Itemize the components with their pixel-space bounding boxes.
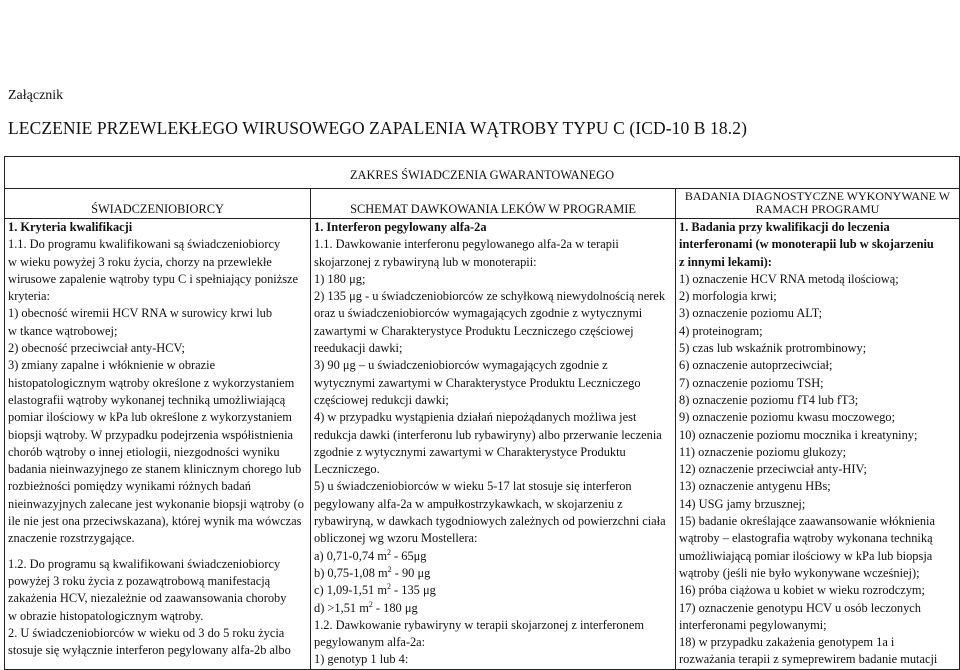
beneficiaries-cell xyxy=(5,219,311,670)
criteria-text-line: biopsji wątroby. W przypadku podejrzenia współistnienia xyxy=(8,427,294,442)
dosage-text-line: 1) genotyp 1 lub 4: xyxy=(314,652,409,667)
diagnostics-item: 14) USG jamy brzusznej; xyxy=(679,496,806,511)
dose-amount: - 90 μg xyxy=(391,565,431,580)
diagnostics-heading: 1. Badania przy kwalifikacji do leczenia xyxy=(679,220,890,234)
dose-range-exponent: 2 xyxy=(386,547,391,557)
dose-range: b) 0,75-1,08 m xyxy=(314,565,388,580)
criteria-text-line: 3) zmiany zapalne i włóknienie w obrazie xyxy=(8,358,216,373)
dosage-text-line: 5) u świadczeniobiorców w wieku 5-17 lat stosuje się interferon xyxy=(314,479,632,494)
criteria-text-line: ile nie jest ona przeciwskazana), której wynik ma wówczas xyxy=(8,514,302,529)
diagnostics-item: 16) próba ciążowa u kobiet w wieku rozrodczym; xyxy=(679,583,926,598)
column-header-diagnostics: BADANIA DIAGNOSTYCZNE WYKONYWANE W RAMACH PROGRAMU xyxy=(676,189,960,219)
diagnostics-item: interferonami pegylowanymi; xyxy=(679,617,827,632)
body-surface-dose-line xyxy=(314,600,672,617)
criteria-text-line: 1) obecność wiremii HCV RNA w surowicy krwi lub xyxy=(8,306,273,321)
criteria-text-line: nieinwazyjnych zalecane jest wykonanie biopsji wątroby (o xyxy=(8,496,304,511)
span-header: ZAKRES ŚWIADCZENIA GWARANTOWANEGO xyxy=(5,157,960,189)
dose-range-exponent: 2 xyxy=(368,599,373,609)
dose-range: c) 1,09-1,51 m xyxy=(314,583,387,598)
dosage-text-line: reedukacji dawki; xyxy=(314,341,403,356)
dosage-text-line: pegylowany alfa-2a w ampułkostrzykawkach, w skojarzeniu z xyxy=(314,496,623,511)
diagnostics-item: 8) oznaczenie poziomu fT4 lub fT3; xyxy=(679,392,859,407)
criteria-text-line: zakażenia HCV, niezależnie od zaawansowania choroby xyxy=(8,591,287,606)
criteria-text-line: w wieku powyżej 3 roku życia, chorzy na przewlekłe xyxy=(8,254,272,269)
dosage-heading: 1. Interferon pegylowany alfa-2a xyxy=(314,220,487,234)
diagnostics-item: rozważania terapii z symeprewirem badanie mutacji xyxy=(679,652,938,667)
program-table xyxy=(4,156,960,670)
column-header-beneficiaries: ŚWIADCZENIOBIORCY xyxy=(5,189,311,219)
criteria-text-line: 2) obecność przeciwciał anty-HCV; xyxy=(8,341,185,356)
dosage-text-line: rybawiryną, w dawkach tygodniowych zależnych od powierzchni ciała xyxy=(314,514,666,529)
criteria-text-line: elastografii wątroby wykonanej techniką umożliwiającą xyxy=(8,392,286,407)
criteria-text-line: powyżej 3 roku życia z pozawątrobową manifestacją xyxy=(8,573,271,588)
dosage-text-line: wytycznymi zawartymi w Charakterystyce Produktu Leczniczego xyxy=(314,375,641,390)
diagnostics-item: 4) proteinogram; xyxy=(679,323,763,338)
criteria-text-line: kryteria: xyxy=(8,289,50,304)
diagnostics-subheading: z innymi lekami): xyxy=(679,254,772,269)
column-header-dosage: SCHEMAT DAWKOWANIA LEKÓW W PROGRAMIE xyxy=(311,189,676,219)
body-surface-dose-line xyxy=(314,582,672,599)
diagnostics-subheading: interferonami (w monoterapii lub w skojarzeniu xyxy=(679,237,934,252)
dosage-text-line: 1.2. Dawkowanie rybawiryny w terapii skojarzonej z interferonem xyxy=(314,617,644,632)
dosage-text-line: zgodnie z wytycznymi zawartymi w Charakterystyce Produktu xyxy=(314,444,626,459)
dosage-text-line: Leczniczego. xyxy=(314,462,380,477)
criteria-text-line: badania nieinwazyjnego ze stanem klinicznym chorego lub xyxy=(8,462,302,477)
criteria-text-line: 1.1. Do programu kwalifikowani są świadczeniobiorcy xyxy=(8,237,281,252)
criteria-text-line: 2. U świadczeniobiorców w wieku od 3 do 5 roku życia xyxy=(8,625,285,640)
dosage-text-line: 3) 90 μg – u świadczeniobiorców wymagających zgodnie z xyxy=(314,358,608,373)
dosage-text-line: 2) 135 μg - u świadczeniobiorców ze schyłkową niewydolnością nerek xyxy=(314,289,666,304)
dosage-text-line: 1) 180 μg; xyxy=(314,271,366,286)
dose-range-exponent: 2 xyxy=(386,582,391,592)
criteria-heading: 1. Kryteria kwalifikacji xyxy=(8,220,133,234)
dose-range: d) >1,51 m xyxy=(314,600,369,615)
dosage-text-line: zawartymi w Charakterystyce Produktu Leczniczego częściowej xyxy=(314,323,634,338)
dosage-text-line: częściowej redukcji dawki; xyxy=(314,392,449,407)
diagnostics-item: 3) oznaczenie poziomu ALT; xyxy=(679,306,823,321)
dosage-cell xyxy=(311,219,676,670)
dose-amount: - 135 μg xyxy=(390,583,436,598)
criteria-text-line: znaczenie rozstrzygające. xyxy=(8,531,135,546)
diagnostics-item: 12) oznaczenie przeciwciał anty-HIV; xyxy=(679,462,867,477)
criteria-text-line: w tkance wątrobowej; xyxy=(8,323,118,338)
diagnostics-item: 15) badanie określające zaawansowanie włóknienia xyxy=(679,514,935,529)
diagnostics-cell xyxy=(676,219,960,670)
body-surface-dose-line xyxy=(314,565,672,582)
diagnostics-item: 18) w przypadku zakażenia genotypem 1a i xyxy=(679,635,895,650)
column-header-row xyxy=(5,189,960,219)
criteria-text-line: histopatologicznym wątroby określone z wykorzystaniem xyxy=(8,375,295,390)
paragraph-gap xyxy=(8,548,307,556)
dosage-text-line: skojarzonej z rybawiryną lub w monoterapii: xyxy=(314,254,537,269)
diagnostics-item: 5) czas lub wskaźnik protrombinowy; xyxy=(679,341,867,356)
criteria-text-line: stosuje się wyłącznie interferon pegylowany alfa-2b albo xyxy=(8,643,291,658)
diagnostics-item: 9) oznaczenie poziomu kwasu moczowego; xyxy=(679,410,896,425)
body-surface-dose-line xyxy=(314,548,672,565)
criteria-text-line: wirusowe zapalenie wątroby typu C i spełniający poniższe xyxy=(8,271,299,286)
diagnostics-item: 11) oznaczenie poziomu glukozy; xyxy=(679,444,847,459)
criteria-text-line: w obrazie histopatologicznym wątroby. xyxy=(8,608,204,623)
diagnostics-item: 6) oznaczenie autoprzeciwciał; xyxy=(679,358,833,373)
dose-amount: - 180 μg xyxy=(372,600,418,615)
diagnostics-item: 13) oznaczenie antygenu HBs; xyxy=(679,479,831,494)
diagnostics-item: wątroby – elastografia wątroby wykonana techniką xyxy=(679,531,933,546)
dose-amount: - 65μg xyxy=(390,548,427,563)
diagnostics-item: 2) morfologia krwi; xyxy=(679,289,777,304)
criteria-text-line: rozbieżności pomiędzy wynikami różnych badań xyxy=(8,479,251,494)
dosage-text-line: 1.1. Dawkowanie interferonu pegylowanego alfa-2a w terapii xyxy=(314,237,619,252)
diagnostics-item: wątroby (jeśli nie było wykonywane wcześniej); xyxy=(679,565,920,580)
dosage-text-line: redukcja dawki (interferonu lub rybawiryny) albo przerwanie leczenia xyxy=(314,427,662,442)
dose-range-exponent: 2 xyxy=(387,564,392,574)
criteria-text-line: pomiar ilościowy w kPa lub określone z wykorzystaniem xyxy=(8,410,292,425)
diagnostics-item: 10) oznaczenie poziomu mocznika i kreatyniny; xyxy=(679,427,918,442)
dosage-text-line: pegylowanym alfa-2a: xyxy=(314,635,426,650)
diagnostics-item: umożliwiającą pomiar ilościowy w kPa lub biopsja xyxy=(679,548,933,563)
diagnostics-item: 17) oznaczenie genotypu HCV u osób leczonych xyxy=(679,600,922,615)
dosage-text-line: obliczonej wg wzoru Mostellera: xyxy=(314,531,478,546)
criteria-text-line: chorób wątroby o innej etiologii, niezgodności wyniku xyxy=(8,444,280,459)
document-title: LECZENIE PRZEWLEKŁEGO WIRUSOWEGO ZAPALENIA WĄTROBY TYPU C (ICD-10 B 18.2) xyxy=(8,118,748,138)
diagnostics-item: 1) oznaczenie HCV RNA metodą ilościową; xyxy=(679,271,899,286)
content-row xyxy=(5,219,960,670)
dosage-text-line: 4) w przypadku wystąpienia działań niepożądanych możliwa jest xyxy=(314,410,637,425)
criteria-text-line: 1.2. Do programu są kwalifikowani świadczeniobiorcy xyxy=(8,556,281,571)
span-header-row xyxy=(5,157,960,189)
diagnostics-item: 7) oznaczenie poziomu TSH; xyxy=(679,375,824,390)
annex-label: Załącznik xyxy=(8,88,64,103)
dosage-text-line: oraz u świadczeniobiorców wymagających zgodnie z wytycznymi xyxy=(314,306,643,321)
dose-range: a) 0,71-0,74 m xyxy=(314,548,387,563)
